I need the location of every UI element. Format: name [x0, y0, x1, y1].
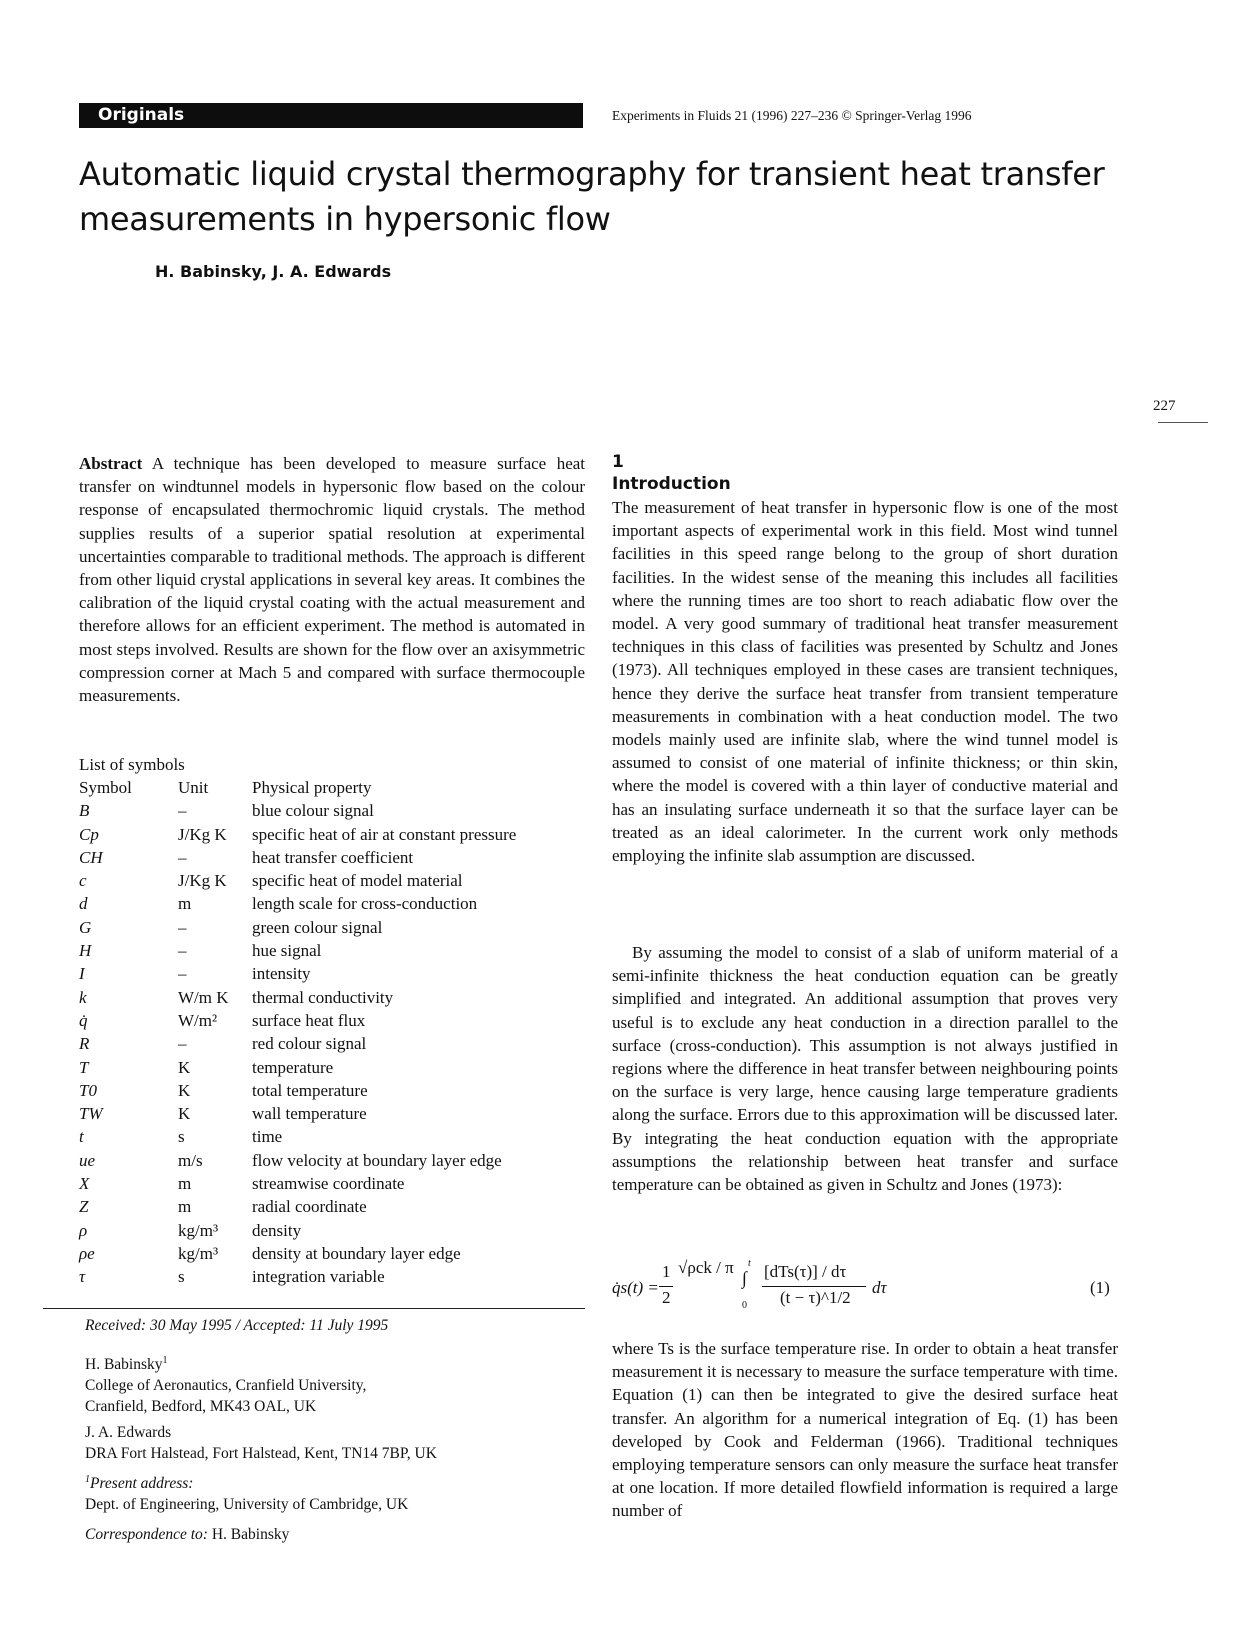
page-number-rule — [1158, 422, 1208, 423]
symbol-cell: TW — [79, 1104, 103, 1124]
address-line: H. Babinsky$^1$ — [85, 1354, 168, 1373]
symbol-cell: R — [79, 1034, 90, 1054]
symbol-row — [79, 870, 516, 893]
equation-fraction-bar — [762, 1286, 866, 1287]
received-dates: Received: 30 May 1995 / Accepted: 11 July 1995 — [85, 1317, 389, 1334]
unit-cell: – — [178, 847, 187, 867]
unit-cell: W/m² — [178, 1010, 218, 1030]
symbol-cell: t — [79, 1127, 84, 1147]
unit-cell: s — [178, 1267, 185, 1287]
unit-cell: m/s — [178, 1150, 203, 1170]
property-cell: radial coordinate — [252, 1197, 367, 1217]
equation-lhs: q̇s(t) = — [612, 1278, 659, 1297]
equation-number: (1) — [1090, 1278, 1110, 1297]
symbol-cell: G — [79, 917, 92, 937]
property-cell: thermal conductivity — [252, 987, 394, 1007]
symbols-header-row — [79, 777, 516, 800]
section-number: 1 — [612, 452, 624, 472]
symbol-row — [79, 917, 516, 940]
unit-cell: – — [178, 941, 187, 961]
symbol-cell: q̇ — [79, 1010, 88, 1030]
equation-half-numerator: 1 — [662, 1262, 671, 1281]
symbol-cell: ρe — [79, 1243, 95, 1263]
column-header-property: Physical property — [252, 778, 372, 797]
unit-cell: – — [178, 1034, 187, 1054]
unit-cell: – — [178, 917, 187, 937]
equation-fraction-denominator: (t − τ)^1/2 — [780, 1288, 851, 1307]
property-cell: specific heat of air at constant pressure — [252, 824, 517, 844]
integral-upper-limit: t — [748, 1258, 751, 1269]
unit-cell: m — [178, 1197, 192, 1217]
column-header-unit: Unit — [178, 778, 209, 797]
address-line: College of Aeronautics, Cranfield University, — [85, 1377, 367, 1394]
equation-sqrt-term: √ρck / π — [678, 1258, 734, 1277]
symbol-cell: Z — [79, 1197, 89, 1217]
present-address — [85, 1473, 408, 1515]
symbol-row — [79, 940, 516, 963]
property-cell: heat transfer coefficient — [252, 847, 414, 867]
symbol-row — [79, 1080, 516, 1103]
symbol-cell: T0 — [79, 1080, 97, 1100]
unit-cell: W/m K — [178, 987, 229, 1007]
page-number: 227 — [1153, 398, 1176, 414]
address-line: Cranfield, Bedford, MK43 OAL, UK — [85, 1398, 317, 1415]
symbol-cell: k — [79, 987, 87, 1007]
symbol-row — [79, 1173, 516, 1196]
symbol-row — [79, 1010, 516, 1033]
property-cell: wall temperature — [252, 1104, 367, 1124]
equation-fraction-numerator: [dTs(τ)] / dτ — [764, 1262, 847, 1281]
property-cell: flow velocity at boundary layer edge — [252, 1150, 502, 1170]
unit-cell: kg/m³ — [178, 1220, 219, 1240]
unit-cell: s — [178, 1127, 185, 1147]
symbol-row — [79, 1150, 516, 1173]
symbol-cell: Cp — [79, 824, 99, 844]
symbol-row — [79, 893, 516, 916]
unit-cell: K — [178, 1057, 191, 1077]
unit-cell: J/Kg K — [178, 824, 227, 844]
symbol-row — [79, 987, 516, 1010]
symbol-row — [79, 1033, 516, 1056]
intro-paragraph-2: By assuming the model to consist of a slab of uniform material of a semi-infinite thickness the heat conduction equation can be greatly simplified and integrated. An additional assumption that proves very useful is to exclude any heat conduction in a direction parallel to the surface (cross-conduction). This assumption is not always justified in regions where the difference in heat transfer between neighbouring points on the surface is very large, hence causing large temperature gradients along the surface. Errors due to this approximation will be discussed later. By integrating the heat conduction equation with the appropriate assumptions the relationship between heat transfer and surface temperature can be obtained as given in Schultz and Jones (1973): — [612, 943, 1118, 1195]
correspondence-name: H. Babinsky — [211, 1526, 290, 1543]
symbol-row — [79, 1103, 516, 1126]
symbol-row — [79, 1266, 516, 1289]
property-cell: temperature — [252, 1057, 334, 1077]
symbol-cell: c — [79, 871, 87, 891]
footnote-divider — [43, 1308, 585, 1309]
symbol-row — [79, 1220, 516, 1243]
property-cell: blue colour signal — [252, 801, 374, 821]
equation-differential: dτ — [872, 1278, 887, 1297]
symbol-row — [79, 1196, 516, 1219]
symbol-cell: d — [79, 894, 88, 914]
property-cell: integration variable — [252, 1267, 385, 1287]
correspondence — [85, 1524, 289, 1545]
symbol-cell: I — [79, 964, 85, 984]
symbol-cell: ρ — [79, 1220, 88, 1240]
paper-title: Automatic liquid crystal thermography for transient heat transfer measurements in hypersonic flow — [79, 155, 1105, 238]
symbol-row — [79, 1057, 516, 1080]
property-cell: length scale for cross-conduction — [252, 894, 478, 914]
symbol-cell: X — [79, 1174, 90, 1194]
integral-lower-limit: 0 — [742, 1300, 747, 1311]
symbol-row — [79, 1243, 516, 1266]
symbol-row — [79, 1126, 516, 1149]
address-line: J. A. Edwards — [85, 1424, 172, 1441]
symbol-cell: T — [79, 1057, 89, 1077]
symbol-cell: CH — [79, 847, 103, 867]
symbols-table — [79, 777, 516, 1290]
symbol-row — [79, 847, 516, 870]
symbol-row — [79, 963, 516, 986]
symbol-row — [79, 800, 516, 823]
property-cell: density at boundary layer edge — [252, 1243, 461, 1263]
symbols-body — [79, 800, 516, 1289]
property-cell: specific heat of model material — [252, 871, 463, 891]
correspondence-label: Correspondence to: — [85, 1526, 208, 1543]
address-babinsky — [85, 1354, 366, 1417]
equation-1 — [612, 1260, 1122, 1318]
present-address-label: $^1$Present address: — [85, 1473, 194, 1492]
property-cell: surface heat flux — [252, 1010, 366, 1030]
intro-paragraph-3: where Ts is the surface temperature rise. In order to obtain a heat transfer measurement it is necessary to measure the surface temperature with time. Equation (1) can then be integrated to give the desired surface heat transfer. An algorithm for a numerical integration of Eq. (1) has been developed by Cook and Felderman (1966). Traditional techniques employing temperature sensors can only measure the surface heat transfer at one location. If more detailed flowfield information is required a large number of — [612, 1339, 1118, 1521]
section-label: Originals — [98, 105, 185, 125]
footnote-marker: 1 — [85, 1473, 90, 1485]
unit-cell: K — [178, 1104, 191, 1124]
column-header-symbol: Symbol — [79, 778, 132, 797]
property-cell: hue signal — [252, 941, 322, 961]
author-list: H. Babinsky, J. A. Edwards — [155, 262, 392, 281]
abstract-text: A technique has been developed to measure surface heat transfer on windtunnel models in hypersonic flow based on the colour response of encapsulated thermochromic liquid crystals. The method supplies results of a superior spatial resolution at experimental uncertainties comparable to traditional methods. The approach is different from other liquid crystal applications in several key areas. It combines the calibration of the liquid crystal coating with the actual measurement and therefore allows for an efficient experiment. The method is automated in most steps involved. Results are shown for the flow over an axisymmetric compression corner at Mach 5 and compared with surface thermocouple measurements. — [79, 454, 586, 706]
unit-cell: m — [178, 1174, 192, 1194]
unit-cell: J/Kg K — [178, 871, 227, 891]
journal-citation: Experiments in Fluids 21 (1996) 227–236 © Springer-Verlag 1996 — [612, 108, 972, 123]
unit-cell: m — [178, 894, 192, 914]
property-cell: streamwise coordinate — [252, 1174, 405, 1194]
integral-sign: ∫ — [742, 1268, 747, 1288]
footnote-marker: 1 — [162, 1354, 168, 1366]
property-cell: green colour signal — [252, 917, 383, 937]
symbol-cell: B — [79, 801, 90, 821]
property-cell: red colour signal — [252, 1034, 367, 1054]
intro-paragraph-1: The measurement of heat transfer in hypersonic flow is one of the most important aspects of experimental work in this field. Most wind tunnel facilities in this speed range belong to the group of short duration facilities. In the widest sense of the meaning this includes all facilities where the running times are too short to reach adiabatic flow over the model. A very good summary of traditional heat transfer measurement techniques in this class of facilities was presented by Schultz and Jones (1973). All techniques employed in these cases are transient techniques, hence they derive the surface heat transfer from transient temperature measurements in combination with a heat conduction model. The two models mainly used are infinite slab, where the wind tunnel model is assumed to consist of one material of infinite thickness; or thin skin, where the model is covered with a thin layer of conductive material and has an insulating surface underneath it so that the surface layer can be treated as an ideal calorimeter. In the current work only methods employing the infinite slab assumption are discussed. — [612, 498, 1118, 866]
unit-cell: kg/m³ — [178, 1243, 219, 1263]
unit-cell: – — [178, 801, 187, 821]
unit-cell: – — [178, 964, 187, 984]
property-cell: intensity — [252, 964, 311, 984]
symbol-row — [79, 824, 516, 847]
equation-half-denominator: 2 — [662, 1288, 671, 1307]
abstract — [79, 452, 585, 707]
property-cell: total temperature — [252, 1080, 368, 1100]
address-line: DRA Fort Halstead, Fort Halstead, Kent, TN14 7BP, UK — [85, 1445, 437, 1462]
unit-cell: K — [178, 1080, 191, 1100]
property-cell: time — [252, 1127, 283, 1147]
address-edwards — [85, 1422, 437, 1464]
symbol-cell: H — [79, 941, 92, 961]
section-title: Introduction — [612, 474, 731, 494]
symbol-cell: ue — [79, 1150, 96, 1170]
property-cell: density — [252, 1220, 302, 1240]
symbol-cell: τ — [79, 1267, 86, 1287]
abstract-label: Abstract — [79, 454, 143, 473]
equation-half-bar — [659, 1286, 673, 1287]
address-line: Dept. of Engineering, University of Cambridge, UK — [85, 1496, 409, 1513]
symbols-heading: List of symbols — [79, 755, 185, 774]
